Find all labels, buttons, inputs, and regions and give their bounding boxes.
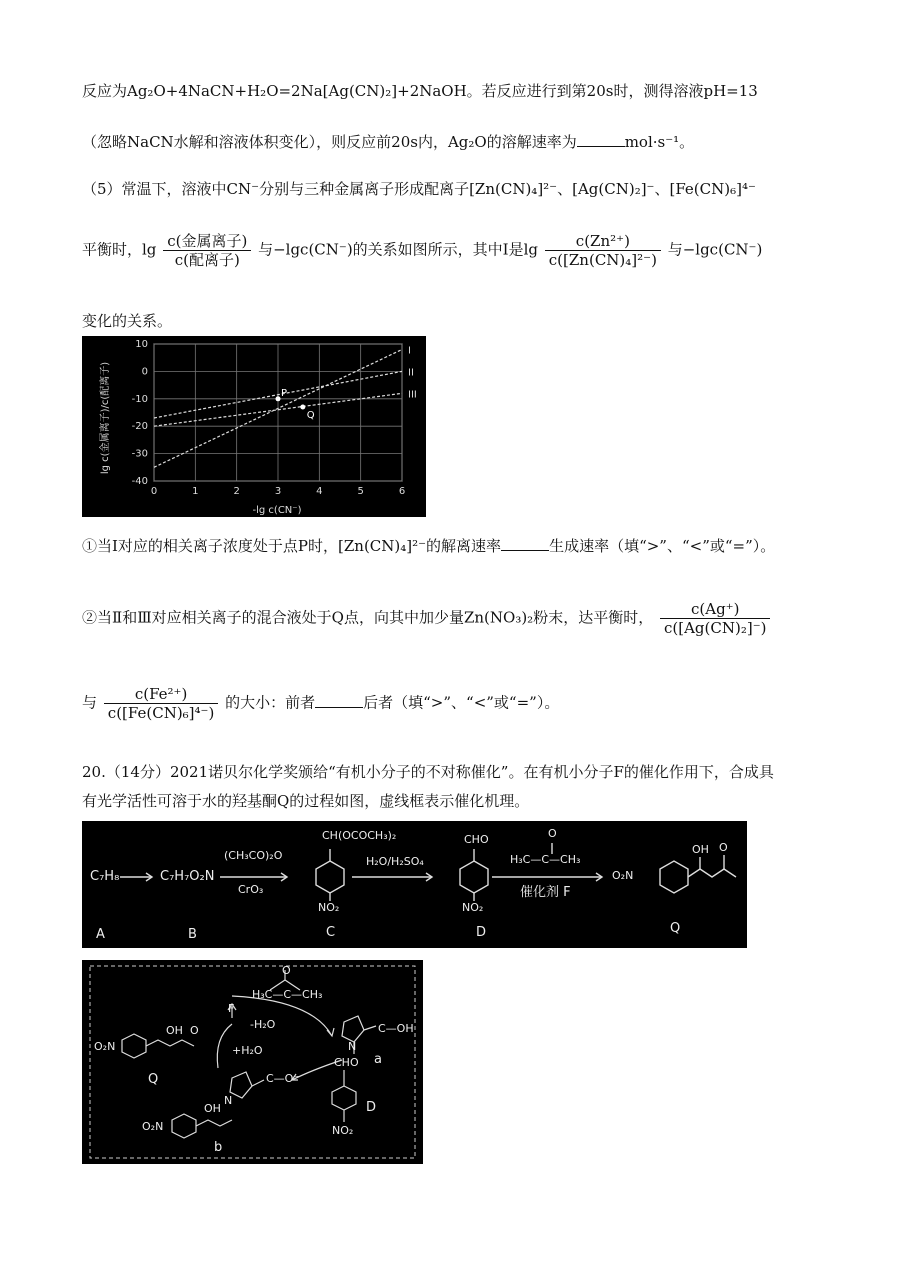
point-P [276, 396, 281, 401]
label-intermediate-a: a [374, 1052, 382, 1067]
label-a: A [96, 927, 105, 942]
compound-a-formula: C₇H₈ [90, 869, 120, 884]
mech-d-cho: CHO [334, 1056, 359, 1069]
compound-q-nitro: O₂N [612, 869, 634, 882]
fraction-metal-complex: $\frac{\text{c(金属离子)}}{\text{c(配离子)}}$ [163, 232, 251, 269]
y-tick-label: 10 [135, 339, 148, 350]
y-axis-label: lg c(金属离子)/c(配离子) [100, 361, 111, 475]
fraction-fe: $\frac{\text{c(Fe²⁺)}}{\text{c([Fe(CN)₆]⁴⁻)}}$ [104, 685, 219, 722]
mech-acetone-o: O [282, 964, 291, 977]
q4-reaction-line: 反应为Ag₂O+4NaCN+H₂O=2Na[Ag(CN)₂]+2NaOH。若反应进行到第20s时，测得溶液pH=13 [82, 82, 758, 100]
point-label-P: P [281, 387, 288, 399]
y-tick-label: -20 [131, 421, 148, 433]
mech-b-nitro: O₂N [142, 1120, 164, 1133]
mech-n-a: N [348, 1040, 357, 1053]
q20-line1: 20.（14分）2021诺贝尔化学奖颁给“有机小分子的不对称催化”。在有机小分子F的催化作用下，合成具 [82, 763, 774, 781]
answer-blank[interactable] [577, 132, 625, 147]
label-d-mech: D [366, 1100, 377, 1115]
mech-n-b: N [224, 1094, 233, 1107]
q4-rate-line: （忽略NaCN水解和溶液体积变化），则反应前20s内，Ag₂O的溶解速率为 mol·s⁻¹。 [82, 133, 695, 151]
sub-question-2: ②当Ⅱ和Ⅲ对应相关离子的混合液处于Q点，向其中加少量Zn(NO₃)₂粉末，达平衡时， $\frac{c(Ag^+)}{\text{c([Ag(CN)₂]⁻)}}$ [82, 600, 772, 637]
compound-c-nitro: NO₂ [318, 901, 340, 914]
x-tick-label: 6 [398, 486, 406, 497]
mech-q-oh: OH [166, 1024, 183, 1037]
y-tick-label: 0 [141, 366, 148, 378]
mech-q-nitro: O₂N [94, 1040, 116, 1053]
compound-b-formula: C₇H₇O₂N [160, 869, 215, 884]
y-tick-label: -30 [131, 448, 148, 460]
x-tick-label: 3 [274, 486, 282, 497]
q5-intro-line: （5）常温下，溶液中CN⁻分别与三种金属离子形成配离子[Zn(CN)₄]²⁻、[Ag(CN)₂]⁻、[Fe(CN)₆]⁴⁻ [82, 180, 756, 198]
x-tick-label: 1 [192, 486, 199, 497]
mech-carboxylate: C—O⁻ [266, 1072, 300, 1085]
series-label-I: I [408, 345, 411, 357]
x-axis-label: -lg c(CN⁻) [252, 505, 302, 516]
compound-q-hydroxyl: OH [692, 843, 709, 856]
label-d: D [476, 925, 487, 940]
mech-plus-h2o: +H₂O [232, 1044, 263, 1057]
acetone-oxygen: O [548, 827, 557, 840]
compound-d-aldehyde: CHO [464, 833, 489, 846]
compound-d-nitro: NO₂ [462, 901, 484, 914]
label-b: B [188, 927, 197, 942]
series-label-II: II [408, 367, 414, 379]
mech-minus-h2o: -H₂O [250, 1018, 276, 1031]
reagent-cro3: CrO₃ [238, 883, 264, 896]
fraction-zn: $\frac{\text{c(Zn²⁺)}}{\text{c([Zn(CN)₄]²⁻)}}$ [545, 232, 661, 269]
sub-question-2-cont: 与 $\frac{\text{c(Fe²⁺)}}{\text{c([Fe(CN)₆]⁴⁻)}}$ 的大小：前者 后者（填“>”、“<”或“=”）。 [82, 685, 560, 722]
q5-relation-end: 变化的关系。 [82, 312, 173, 330]
mech-acetone: H₃C—C—CH₃ [252, 988, 323, 1001]
fraction-ag: $\frac{c(Ag^+)}{\text{c([Ag(CN)₂]⁻)}}$ [660, 600, 770, 637]
q5-relation-line: 平衡时，lg $\frac{\text{c(金属离子)}}{\text{c(配离子)}}$ 与−lgc(CN⁻)的关系如图所示，其中Ⅰ是lg $\frac{\text{c(Zn²⁺)}}{\text{c([Zn(CN)₄]²⁻)}}$ 与−lgc(CN⁻) [82, 232, 763, 269]
point-label-Q: Q [306, 410, 315, 422]
label-q-mech: Q [148, 1072, 159, 1087]
series-label-III: III [408, 389, 417, 401]
x-tick-label: 5 [357, 486, 364, 497]
x-tick-label: 0 [150, 486, 158, 497]
mech-q-o: O [190, 1024, 199, 1037]
label-intermediate-b: b [214, 1140, 223, 1155]
sub-question-1: ①当Ⅰ对应的相关离子浓度处于点P时，[Zn(CN)₄]²⁻的解离速率 生成速率（填“>”、“<”或“=”）。 [82, 537, 776, 555]
y-tick-label: -40 [131, 476, 148, 487]
reagent-h2o-h2so4: H₂O/H₂SO₄ [366, 855, 424, 868]
catalysis-mechanism [82, 960, 423, 1164]
catalyst-f-label: 催化剂 F [520, 885, 571, 900]
mech-b-oh: OH [204, 1102, 221, 1115]
mech-d-nitro: NO₂ [332, 1124, 354, 1137]
q20-line2: 有光学活性可溶于水的羟基酮Q的过程如图，虚线框表示催化机理。 [82, 792, 530, 810]
label-c: C [326, 925, 336, 940]
label-q: Q [670, 921, 681, 936]
answer-blank[interactable] [501, 536, 549, 551]
compound-q-carbonyl: O [719, 841, 728, 854]
compound-c-substituent: CH(OCOCH₃)₂ [322, 829, 397, 842]
y-tick-label: -10 [131, 393, 148, 405]
mech-carboxyl: C—OH [378, 1022, 414, 1035]
mech-f-label: F [228, 1002, 235, 1015]
x-tick-label: 4 [316, 486, 323, 497]
reagent-acetone: H₃C—C—CH₃ [510, 853, 581, 866]
answer-blank[interactable] [315, 693, 363, 708]
lg-ratio-chart [82, 336, 426, 517]
reagent-acetic-anhydride: (CH₃CO)₂O [224, 849, 283, 862]
synthesis-scheme [82, 821, 747, 948]
point-Q [300, 405, 305, 410]
x-tick-label: 2 [233, 486, 240, 497]
